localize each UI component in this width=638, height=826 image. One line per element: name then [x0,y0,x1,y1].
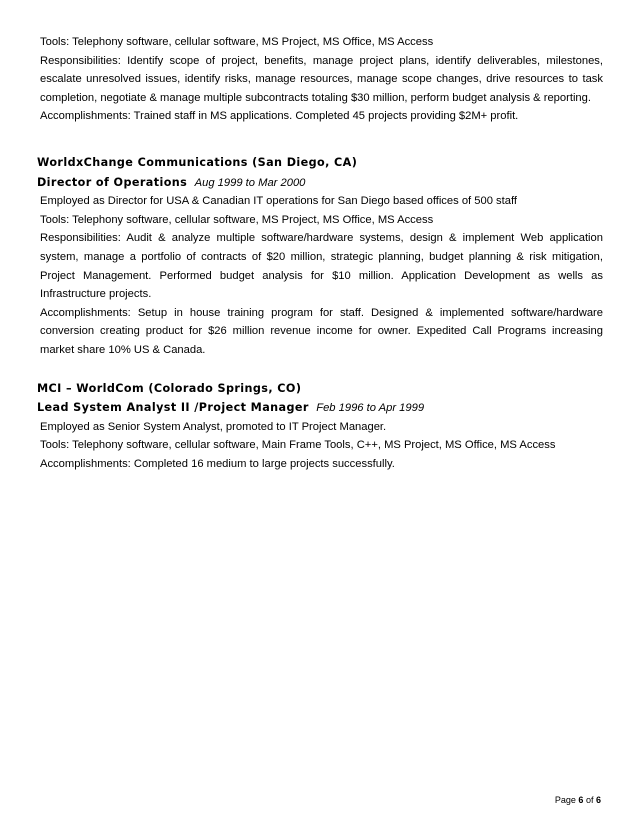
job1-responsibilities: Responsibilities: Identify scope of project, benefits, manage project plans, identify deliverables, milestones, escalate unresolved issues, identify risks, manage resources, manage scope changes, drive resources to task completion, negotiate & manage multiple subcontracts totaling $30 million, perform budget analysis & reporting. [40,54,603,104]
job3-role: Lead System Analyst II /Project Manager [37,401,309,415]
job2-role: Director of Operations [37,175,188,189]
section-spacer [37,126,603,154]
job2-tools: Tools: Telephony software, cellular software, MS Project, MS Office, MS Access [40,213,434,226]
job-entry-previous [37,33,603,126]
job1-accomplishments: Accomplishments: Trained staff in MS applications. Completed 45 projects providing $2M+ profit. [40,110,519,123]
job-entry-mci-worldcom [37,380,603,474]
of-label: of [585,795,594,805]
job-entry-worldxchange [37,154,603,360]
page-total: 6 [595,795,601,805]
job3-dates: Feb 1996 to Apr 1999 [316,402,425,415]
job2-role-line [37,173,603,193]
job2-employed: Employed as Director for USA & Canadian IT operations for San Diego based offices of 500 staff [40,195,517,208]
resume-page [37,33,603,473]
section-spacer [37,360,603,380]
job3-tools: Tools: Telephony software, cellular software, Main Frame Tools, C++, MS Project, MS Office, MS Access [40,439,556,452]
job3-role-line [37,398,603,418]
job2-company: WorldxChange Communications (San Diego, CA) [37,155,358,169]
job3-accomplishments: Accomplishments: Completed 16 medium to large projects successfully. [40,457,395,470]
page-current: 6 [578,795,584,805]
job2-responsibilities: Responsibilities: Audit & analyze multiple software/hardware systems, design & implement Web application system, manage a portfolio of contracts of $20 million, strategic planning, budget planning & risk mitigation, Project Management. Performed budget analysis for $10 million. Application Development as wells as Infrastructure projects. [40,232,603,301]
job1-tools: Tools: Telephony software, cellular software, MS Project, MS Office, MS Access [40,36,434,48]
job3-employed: Employed as Senior System Analyst, promoted to IT Project Manager. [40,420,387,433]
job2-dates: Aug 1999 to Mar 2000 [194,176,306,189]
page-label: Page [554,795,576,805]
job3-company: MCI – WorldCom (Colorado Springs, CO) [37,381,302,395]
job2-accomplishments: Accomplishments: Setup in house training program for staff. Designed & implemented software/hardware conversion creating product for $26 million revenue income for owner. Expedited Call Programs increasing market share 10% US & Canada. [40,306,603,356]
page-number-footer [555,795,601,805]
